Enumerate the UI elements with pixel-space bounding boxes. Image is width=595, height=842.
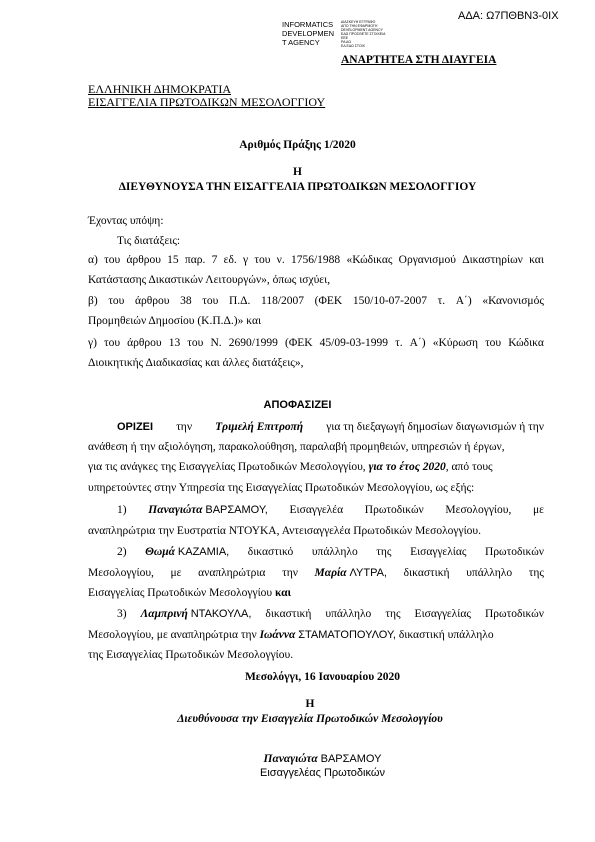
word: του — [108, 295, 125, 307]
word: άρθρου — [135, 295, 170, 307]
word: (ΦΕΚ — [314, 295, 343, 307]
member-2-line-3-a: Εισαγγελίας Πρωτοδικών Μεσολογγίου — [88, 587, 273, 599]
logo-line-1: INFORMATICS — [282, 20, 334, 29]
provision-b-line-1 — [88, 294, 544, 308]
provision-b-line-2: Προμηθειών Δημοσίου (Κ.Π.Δ.)» και — [88, 315, 262, 327]
word: υπάλληλο — [325, 608, 372, 620]
word: του — [187, 337, 204, 349]
word: 45/09-03-1999 — [319, 337, 388, 349]
word: Μεσολογγίου, — [445, 504, 512, 516]
word: Εισαγγελέα — [289, 504, 344, 516]
the-word: την — [176, 421, 193, 433]
word: με — [170, 567, 182, 579]
word: Π.Δ. — [228, 295, 251, 307]
word: (ΦΕΚ — [284, 337, 313, 349]
member-2-line-1 — [117, 545, 544, 559]
member-1-line-1 — [117, 503, 544, 517]
member-3-first: Λαμπρινή — [140, 608, 188, 620]
word: άρθρου — [127, 337, 162, 349]
word: Α΄) — [455, 295, 472, 307]
word: του — [485, 337, 502, 349]
signature-line-2: Διευθύνουσα την Εισαγγελία Πρωτοδικών Μεσολογγίου — [177, 713, 443, 725]
logo-small-7: ΕΔ ΕΔΩ ΣΤΟΙΧ — [341, 44, 365, 48]
word: Κώδικα — [508, 337, 544, 349]
word: του — [254, 254, 271, 266]
signature-first: Παναγιώτα — [263, 753, 318, 765]
word: Δικαστηρίων — [462, 254, 523, 266]
decision-year: για το έτος 2020 — [368, 461, 446, 473]
informatics-logo — [282, 20, 422, 50]
word: 13 — [168, 337, 181, 349]
signature-line-1: Η — [305, 698, 315, 710]
word: Ν. — [210, 337, 222, 349]
word: Οργανισμού — [398, 254, 456, 266]
posted-notice: ΑΝΑΡΤΗΤΕΑ ΣΤΗ ΔΙΑΥΓΕΙΑ — [341, 54, 497, 66]
member-1-last: ΒΑΡΣΑΜΟΥ, — [205, 504, 268, 516]
decides-heading: ΑΠΟΦΑΣΙΖΕΙ — [263, 399, 332, 411]
member-3-alt-last: ΣΤΑΜΑΤΟΠΟΥΛΟΥ, — [298, 629, 396, 641]
word: παρ. — [184, 254, 206, 266]
committee-name: Τριμελή Επιτροπή — [215, 421, 304, 433]
word: 38 — [180, 295, 192, 307]
member-2-line-3-b: και — [275, 587, 292, 599]
word: δικαστικό — [247, 546, 294, 558]
word: Πρωτοδικών — [364, 504, 424, 516]
word: της — [528, 567, 544, 579]
word: «Κύρωση — [432, 337, 478, 349]
member-3-line-2 — [88, 628, 494, 642]
orizei-word: ΟΡΙΖΕΙ — [117, 421, 154, 433]
word: της — [385, 608, 401, 620]
member-3-line-2-a: Μεσολογγίου, με αναπληρώτρια την — [88, 629, 257, 641]
logo-small-2: ΑΠΟ ΤΗΝ ΕΦΑΡΜΟΓΗ — [341, 24, 378, 28]
act-number: Αριθμός Πράξης 1/2020 — [239, 139, 356, 151]
word: 7 — [211, 254, 218, 266]
word: άρθρου — [126, 254, 161, 266]
issuer-line-1: Η — [293, 166, 302, 178]
word: αναπληρώτρια — [198, 567, 266, 579]
word: την — [282, 567, 298, 579]
issuer-line-2: ΔΙΕΥΘΥΝΟΥΣΑ ΤΗΝ ΕΙΣΑΓΓΕΛΙΑ ΠΡΩΤΟΔΙΚΩΝ ΜΕΣΟΛΟΓΓΙΟΥ — [118, 181, 477, 193]
word: τ. — [395, 337, 403, 349]
word: δικαστική — [265, 608, 312, 620]
member-1-name — [148, 503, 268, 517]
member-3-line-2-b: δικαστική υπάλληλο — [398, 629, 494, 641]
word: υπάλληλο — [311, 546, 358, 558]
date-place: Μεσολόγγι, 16 Ιανουαρίου 2020 — [244, 671, 401, 683]
word: 150/10-07-2007 — [352, 295, 427, 307]
member-3-number: 3) — [117, 608, 127, 620]
word: με — [533, 504, 544, 516]
member-2-number: 2) — [117, 546, 127, 558]
ada-code: ΑΔΑ: Ω7ΠΘΒΝ3-0ΙΧ — [458, 10, 559, 22]
member-3-name — [141, 607, 252, 621]
word: Α΄) — [409, 337, 426, 349]
word: β) — [88, 295, 98, 307]
decision-line-1 — [117, 420, 544, 434]
logo-line-3: T AGENCY — [282, 38, 320, 47]
word: ν. — [276, 254, 285, 266]
word: εδ. — [223, 254, 237, 266]
word: του — [104, 337, 121, 349]
member-1-number: 1) — [117, 504, 127, 516]
word: του — [202, 295, 219, 307]
member-3-last: ΝΤΑΚΟΥΛΑ, — [190, 608, 252, 620]
word: του — [104, 254, 121, 266]
member-2-alt-last: ΛΥΤΡΑ, — [349, 567, 387, 579]
member-2-alt-first: Μαρία — [314, 567, 347, 579]
decision-line-3-a: για τις ανάγκες της Εισαγγελίας Πρωτοδικών Μεσολογγίου, — [88, 461, 366, 473]
member-2-alternate — [315, 566, 387, 580]
header-office: ΕΙΣΑΓΓΕΛΙΑ ΠΡΩΤΟΔΙΚΩΝ ΜΕΣΟΛΟΓΓΙΟΥ — [88, 95, 326, 109]
member-2-first: Θωμά — [145, 546, 176, 558]
word: α) — [88, 254, 98, 266]
logo-small-1: ΔΙΑΣΚΕΥΗ ΕΓΓΡΑΦΟ — [341, 20, 376, 24]
member-3-line-1 — [117, 607, 544, 621]
member-2-name — [145, 545, 229, 559]
logo-small-5: ΕΕΕ — [341, 36, 349, 40]
member-2-line-3 — [88, 586, 291, 600]
provision-c-line-1 — [88, 336, 544, 350]
member-2-last: ΚΑΖΑΜΙΑ, — [177, 546, 230, 558]
word: Εισαγγελίας — [414, 608, 471, 620]
word: και — [529, 254, 544, 266]
word: Πρωτοδικών — [484, 608, 544, 620]
member-1-line-2: αναπληρώτρια την Ευστρατία ΝΤΟΥΚΑ, Αντεισαγγελέα Πρωτοδικών Μεσολογγίου. — [88, 525, 481, 537]
provision-a-line-1 — [88, 253, 544, 267]
word: 1756/1988 — [290, 254, 341, 266]
word: «Κώδικας — [346, 254, 393, 266]
provision-c-line-2: Διοικητικής Διαδικασίας και άλλες διατάξεις», — [88, 357, 304, 369]
signature-last: ΒΑΡΣΑΜΟΥ — [320, 753, 382, 765]
word: τ. — [437, 295, 446, 307]
decision-line-1-rest: για τη διεξαγωγή δημοσίων διαγωνισμών ή την — [326, 421, 544, 433]
decision-line-3-b: , από τους — [445, 461, 493, 473]
word: δικαστική — [403, 567, 450, 579]
word: γ — [242, 254, 249, 266]
word: «Κανονισμός — [482, 295, 544, 307]
word: 2690/1999 — [228, 337, 278, 349]
logo-small-3: DEVELOPMENT AGENCY — [341, 28, 383, 32]
decision-line-4: υπηρετούντες στην Υπηρεσία της Εισαγγελίας Πρωτοδικών Μεσολογγίου, ως εξής: — [88, 482, 475, 494]
member-1-first: Παναγιώτα — [148, 504, 203, 516]
header-country: ΕΛΛΗΝΙΚΗ ΔΗΜΟΚΡΑΤΙΑ — [88, 82, 232, 96]
logo-small-6: ΡΑ ΔΩ — [341, 40, 351, 44]
word: υπάλληλο — [466, 567, 513, 579]
word: 15 — [167, 254, 179, 266]
provision-a-line-2: Κατάστασης Δικαστικών Λειτουργών», όπως ισχύει, — [88, 274, 331, 286]
word: Πρωτοδικών — [485, 546, 544, 558]
word: της — [376, 546, 392, 558]
signature-title: Εισαγγελέας Πρωτοδικών — [260, 767, 385, 779]
logo-small-4: ΕΔΩ ΠΡΟΣΘΕΤΕ ΣΤΟΙΧΕΙΑ — [341, 32, 386, 36]
word: 118/2007 — [261, 295, 305, 307]
word: Εισαγγελίας — [410, 546, 467, 558]
word: Μεσολογγίου, — [88, 567, 154, 579]
provisions-label: Τις διατάξεις: — [117, 235, 181, 247]
logo-line-2: DEVELOPMEN — [282, 29, 335, 38]
decision-line-2: ανάθεση ή την αξιολόγηση, παρακολούθηση, παραλαβή προμηθειών, υπηρεσιών ή έργων, — [88, 441, 505, 453]
member-2-line-2 — [88, 566, 544, 580]
member-3-line-3: της Εισαγγελίας Πρωτοδικών Μεσολογγίου. — [88, 649, 294, 661]
signature-name — [0, 752, 595, 766]
word: γ) — [88, 337, 97, 349]
having-regard: Έχοντας υπόψη: — [88, 215, 164, 227]
decision-line-3 — [88, 460, 493, 474]
member-3-alt-first: Ιωάννα — [259, 629, 296, 641]
